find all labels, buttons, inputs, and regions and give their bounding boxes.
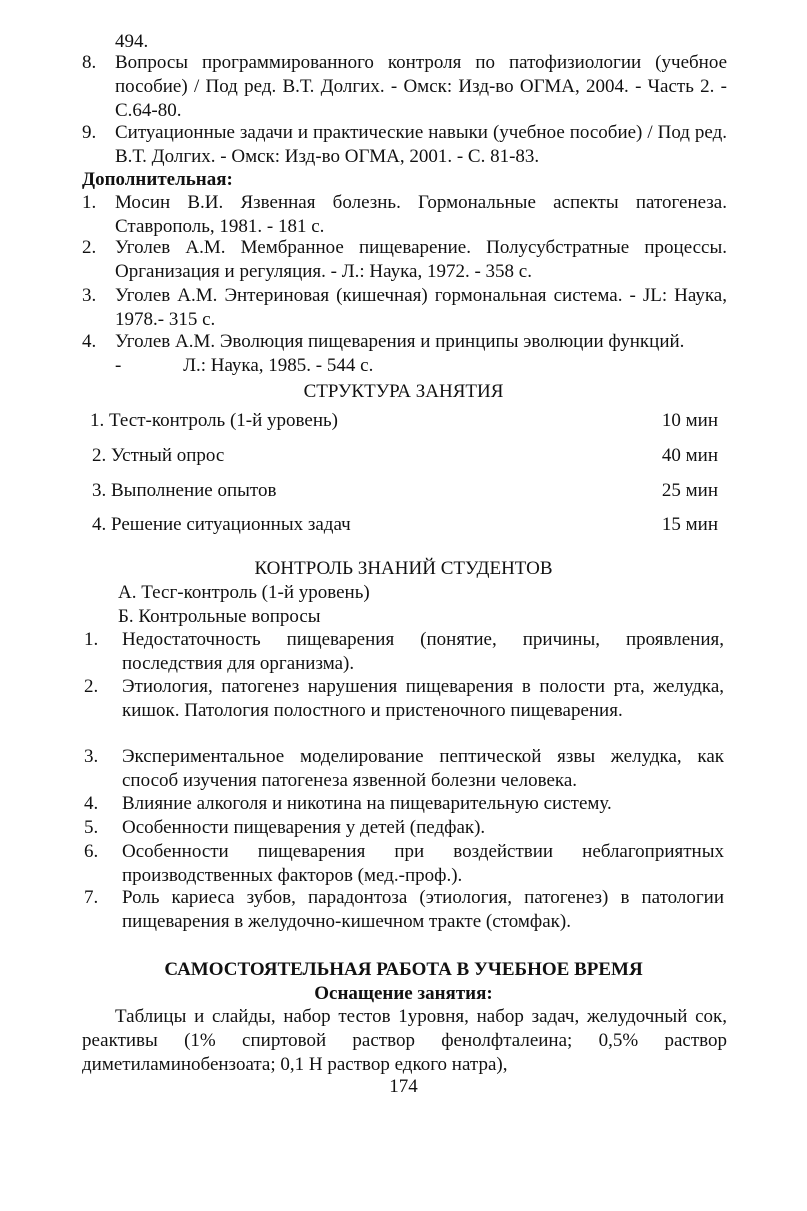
question-text: Недостаточность пищеварения (понятие, причины, проявления, последствия для организма).: [122, 629, 724, 674]
structure-label: 4. Решение ситуационных задач: [92, 514, 351, 535]
question-item: [84, 675, 724, 747]
structure-label: 3. Выполнение опытов: [92, 480, 277, 501]
question-item: [84, 792, 724, 816]
reference-item: [82, 191, 727, 239]
structure-row: [92, 479, 718, 503]
question-number: 4.: [84, 793, 99, 814]
reference-text: Мосин В.И. Язвенная болезнь. Гормональные аспекты патогенеза. Ставрополь, 1981. - 181 с.: [115, 192, 727, 237]
question-text: Роль кариеса зубов, парадонтоза (этиология, патогенез) в патологии пищеварения в желудочно-кишечном тракте (стомфак).: [122, 887, 724, 932]
control-title: КОНТРОЛЬ ЗНАНИЙ СТУДЕНТОВ: [254, 558, 553, 579]
question-text: Экспериментальное моделирование пептической язвы желудка, как способ изучения патогенеза язвенной болезни человека.: [122, 746, 724, 791]
equipment-paragraph: [82, 1005, 727, 1077]
question-item: [84, 840, 724, 888]
reference-item: [82, 236, 727, 284]
question-item: [84, 816, 724, 840]
page-number: 174: [389, 1076, 418, 1097]
structure-time: 15 мин: [661, 514, 718, 535]
control-item-b: Б. Контрольные вопросы: [118, 606, 321, 627]
additional-heading: Дополнительная:: [82, 169, 233, 190]
question-text: Особенности пищеварения при воздействии неблагоприятных производственных факторов (мед.-проф.).: [122, 841, 724, 886]
question-number: 7.: [84, 887, 99, 908]
structure-time: 10 мин: [661, 410, 718, 431]
question-number: 3.: [84, 746, 99, 767]
reference-text: Уголев А.М. Эволюция пищеварения и принципы эволюции функций.: [115, 331, 685, 352]
question-number: 1.: [84, 629, 99, 650]
structure-row: [92, 513, 718, 537]
question-item: [84, 886, 724, 934]
reference-number: 3.: [82, 285, 97, 306]
reference-item: [82, 284, 727, 332]
reference-text-continuation: - Л.: Наука, 1985. - 544 с.: [115, 355, 374, 376]
question-text: Особенности пищеварения у детей (педфак).: [122, 817, 486, 838]
continuation-fragment: 494.: [115, 31, 149, 52]
equipment-text: Таблицы и слайды, набор тестов 1уровня, набор задач, желудочный сок, реактивы (1% спиртовой раствор фенолфталеина; 0,5% раствор диметиламинобензоата; 0,1 Н раствор едкого натра),: [82, 1006, 727, 1075]
reference-text: Ситуационные задачи и практические навыки (учебное пособие) / Под ред. В.Т. Долгих. - Омск: Изд-во ОГМА, 2001. - С. 81-83.: [115, 122, 727, 167]
control-item-a: А. Тесг-контроль (1-й уровень): [118, 582, 370, 603]
reference-number: 4.: [82, 331, 97, 352]
question-text: Этиология, патогенез нарушения пищеварения в полости рта, желудка, кишок. Патология полостного и пристеночного пищеварения.: [122, 676, 724, 721]
question-number: 5.: [84, 817, 99, 838]
reference-item: [82, 330, 727, 378]
structure-row: [90, 409, 718, 433]
reference-text: Уголев А.М. Мембранное пищеварение. Полусубстратные процессы. Организация и регуляция. - Л.: Наука, 1972. - 358 с.: [115, 237, 727, 282]
structure-title: СТРУКТУРА ЗАНЯТИЯ: [303, 381, 504, 402]
question-text: Влияние алкоголя и никотина на пищеварительную систему.: [122, 793, 612, 814]
structure-label: 1. Тест-контроль (1-й уровень): [90, 410, 338, 431]
equipment-title: Оснащение занятия:: [314, 983, 493, 1004]
question-number: 2.: [84, 676, 99, 697]
structure-time: 40 мин: [661, 445, 718, 466]
reference-item: [82, 51, 727, 123]
question-item: [84, 628, 724, 676]
reference-text: Вопросы программированного контроля по патофизиологии (учебное пособие) / Под ред. В.Т. Долгих. - Омск: Изд-во ОГМА, 2004. - Часть 2. - С.64-80.: [115, 52, 727, 121]
reference-number: 8.: [82, 52, 97, 73]
reference-number: 2.: [82, 237, 97, 258]
structure-time: 25 мин: [661, 480, 718, 501]
structure-row: [92, 444, 718, 468]
question-number: 6.: [84, 841, 99, 862]
reference-number: 1.: [82, 192, 97, 213]
reference-number: 9.: [82, 122, 97, 143]
structure-label: 2. Устный опрос: [92, 445, 225, 466]
reference-item: [82, 121, 727, 169]
reference-text: Уголев А.М. Энтериновая (кишечная) гормональная система. - JL: Наука, 1978.- 315 с.: [115, 285, 727, 330]
question-item: [84, 745, 724, 793]
independent-work-title: САМОСТОЯТЕЛЬНАЯ РАБОТА В УЧЕБНОЕ ВРЕМЯ: [164, 959, 643, 980]
